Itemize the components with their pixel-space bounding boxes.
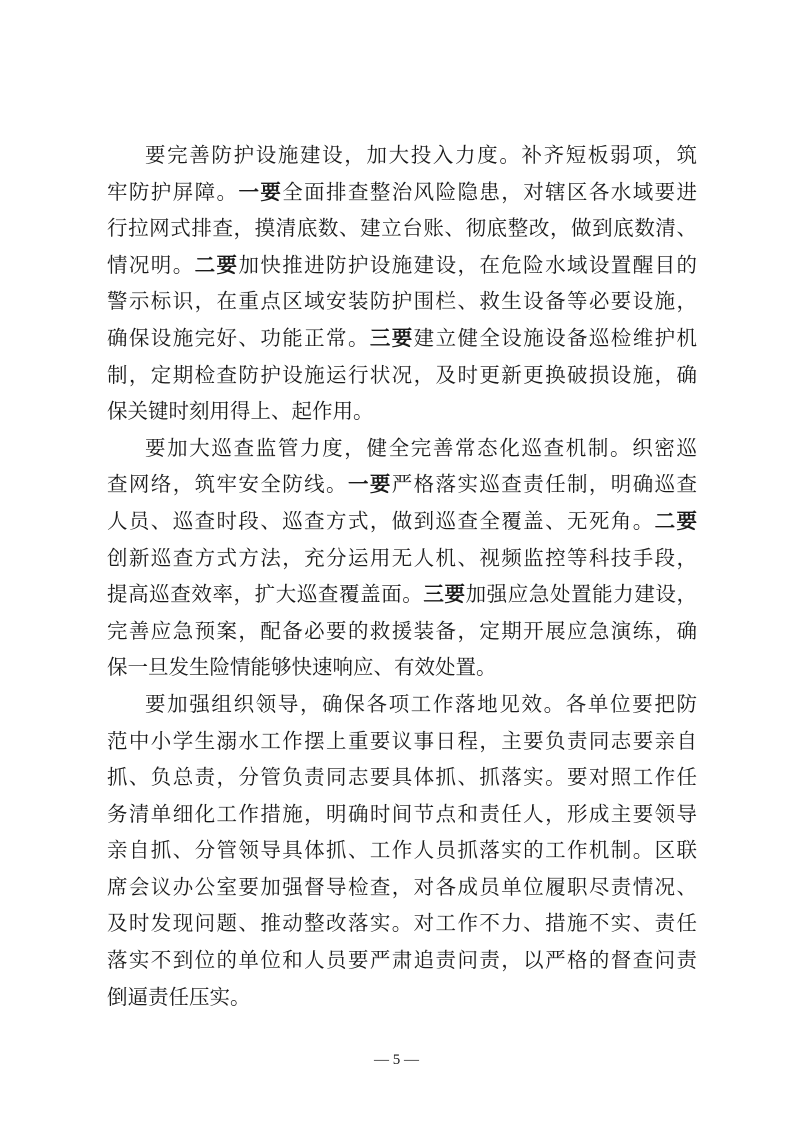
text-line (107, 210, 697, 247)
text-line (107, 576, 697, 613)
text-line (107, 283, 697, 320)
text-segment: 范中小学生溺水工作摆上重要议事日程，主要负责同志要亲自 (107, 728, 697, 753)
text-segment: 完善应急预案，配备必要的救援装备，定期开展应急演练，确 (107, 618, 697, 643)
text-line (107, 247, 697, 284)
text-segment: 严格落实巡查责任制，明确巡查 (391, 472, 698, 497)
bold-keyword: 三要 (423, 582, 466, 607)
paragraph (107, 137, 697, 430)
text-segment: 情况明。 (107, 252, 195, 277)
text-line (107, 174, 697, 211)
text-line (107, 393, 697, 430)
text-line (107, 942, 697, 979)
text-segment: 牢防护屏障。 (107, 179, 239, 204)
text-line (107, 540, 697, 577)
text-segment: 保一旦发生险情能够快速响应、有效处置。 (107, 655, 497, 680)
paragraph (107, 686, 697, 1015)
bold-keyword: 三要 (369, 325, 414, 350)
page-number: — 5 — (374, 1052, 419, 1068)
text-segment: 要完善防护设施建设，加大投入力度。补齐短板弱项，筑 (145, 143, 697, 167)
text-line (107, 723, 697, 760)
text-line (107, 869, 697, 906)
text-segment: 提高巡查效率，扩大巡查覆盖面。 (107, 582, 424, 607)
text-line (107, 979, 697, 1016)
text-segment: 加快推进防护设施建设，在危险水域设置醒目的 (238, 252, 698, 277)
text-segment: 查网络，筑牢安全防线。 (107, 472, 348, 497)
text-line (107, 905, 697, 942)
text-segment: 席会议办公室要加强督导检查，对各成员单位履职尽责情况、 (107, 874, 697, 899)
text-line (107, 649, 697, 686)
text-segment: 务清单细化工作措施，明确时间节点和责任人，形成主要领导 (107, 801, 697, 826)
text-line (107, 686, 697, 723)
text-line (107, 832, 697, 869)
text-line (107, 430, 697, 467)
text-line (107, 137, 697, 174)
text-segment: 要加强组织领导，确保各项工作落地见效。各单位要把防 (145, 691, 697, 716)
document-body (107, 137, 697, 1015)
text-line (107, 466, 697, 503)
text-segment: 创新巡查方式方法，充分运用无人机、视频监控等科技手段， (107, 545, 697, 570)
text-segment: 倒逼责任压实。 (107, 984, 251, 1009)
bold-keyword: 一要 (238, 179, 283, 204)
text-segment: 建立健全设施设备巡检维护机 (413, 325, 698, 350)
text-segment: 落实不到位的单位和人员要严肃追责问责，以严格的督查问责 (107, 948, 697, 973)
text-segment: 全面排查整治风险隐患，对辖区各水域要进 (282, 179, 698, 204)
text-segment: 警示标识，在重点区域安装防护围栏、救生设备等必要设施， (107, 289, 697, 314)
paragraph (107, 430, 697, 686)
bold-keyword: 二要 (654, 508, 698, 533)
text-segment: 抓、负总责，分管负责同志要具体抓、抓落实。要对照工作任 (107, 765, 697, 790)
text-segment: 加强应急处置能力建设， (465, 582, 698, 607)
text-line (107, 357, 697, 394)
text-segment: 保关键时刻用得上、起作用。 (107, 399, 374, 424)
text-segment: 确保设施完好、功能正常。 (107, 325, 370, 350)
bold-keyword: 二要 (194, 252, 239, 277)
bold-keyword: 一要 (347, 472, 392, 497)
text-segment: 亲自抓、分管领导具体抓、工作人员抓落实的工作机制。区联 (107, 838, 697, 863)
text-segment: 及时发现问题、推动整改落实。对工作不力、措施不实、责任 (107, 911, 697, 936)
text-segment: 行拉网式排查，摸清底数、建立台账、彻底整改，做到底数清、 (107, 216, 697, 241)
text-line (107, 796, 697, 833)
text-segment: 人员、巡查时段、巡查方式，做到巡查全覆盖、无死角。 (107, 508, 655, 533)
text-line (107, 503, 697, 540)
text-line (107, 759, 697, 796)
text-segment: 要加大巡查监管力度，健全完善常态化巡查机制。织密巡 (145, 435, 697, 460)
text-segment: 制，定期检查防护设施运行状况，及时更新更换破损设施，确 (107, 362, 697, 387)
text-line (107, 320, 697, 357)
text-line (107, 613, 697, 650)
